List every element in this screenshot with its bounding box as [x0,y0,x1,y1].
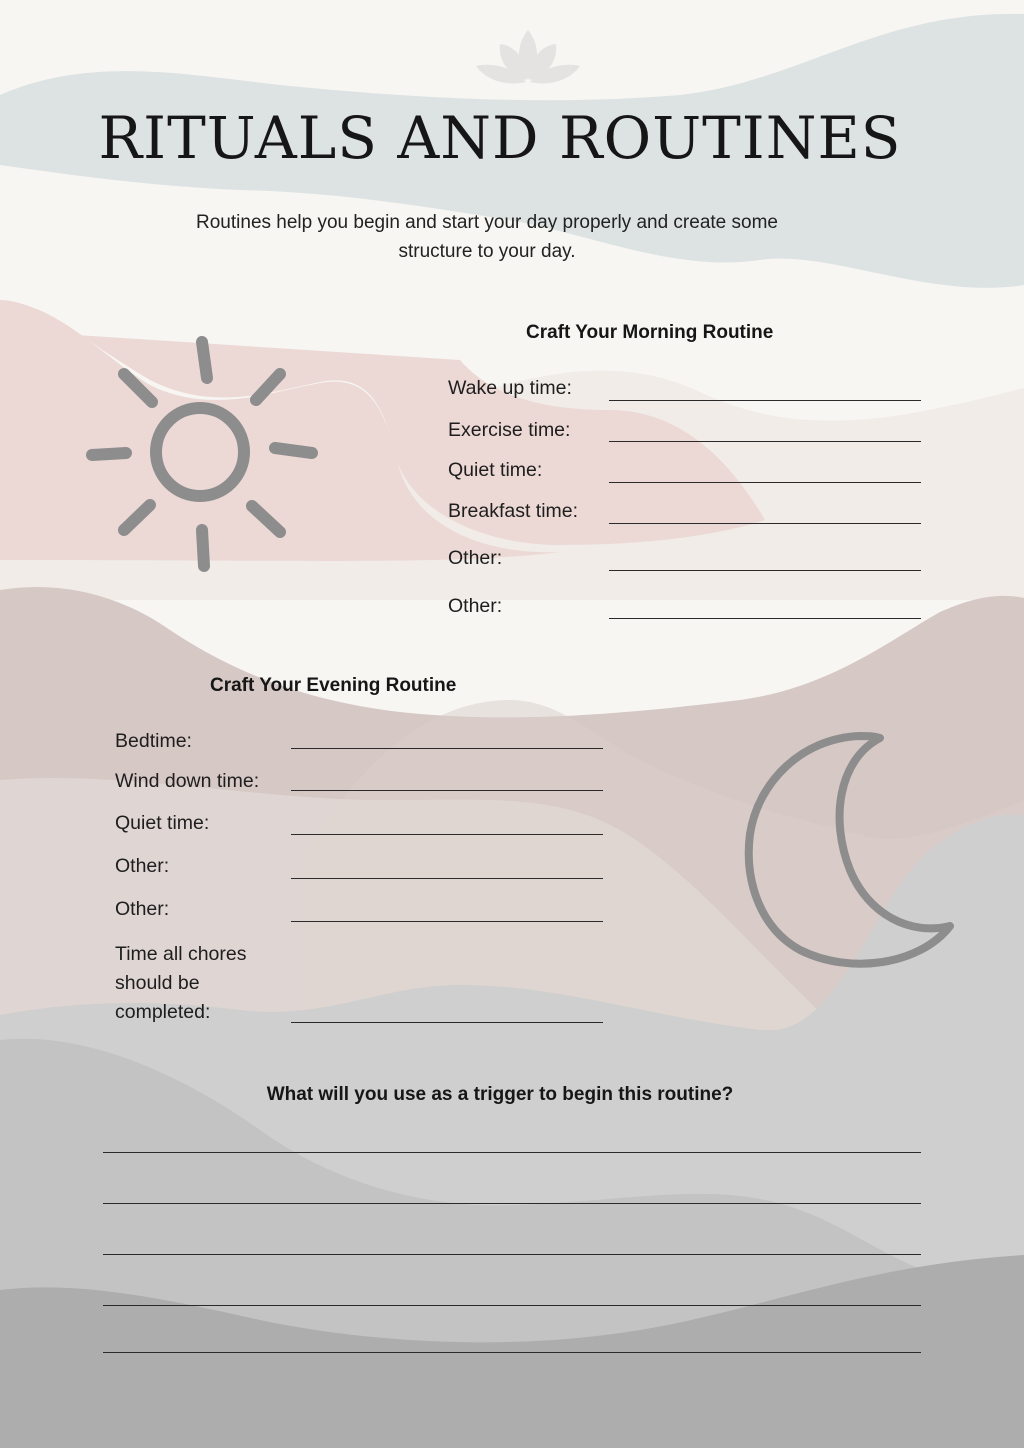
trigger-answer-line[interactable] [103,1152,921,1153]
morning-field-label: Exercise time: [448,419,571,441]
page-title: RITUALS AND ROUTINES [98,104,902,172]
trigger-answer-line[interactable] [103,1203,921,1204]
evening-field-line[interactable] [291,748,603,749]
evening-field-line[interactable] [291,921,603,922]
evening-field-label: Other: [115,898,170,920]
intro-text: Routines help you begin and start your day properly and create some structure to your day. [196,212,778,262]
morning-field-label: Breakfast time: [448,500,579,522]
evening-field-label: Quiet time: [115,812,210,834]
morning-field-label: Other: [448,547,503,569]
morning-field-line[interactable] [609,400,921,401]
morning-routine-heading: Craft Your Morning Routine [526,322,774,343]
evening-field-line[interactable] [291,790,603,791]
morning-field-line[interactable] [609,618,921,619]
evening-field-label: Other: [115,855,170,877]
moon-icon [740,730,960,975]
evening-field-line[interactable] [291,834,603,835]
morning-field-line[interactable] [609,482,921,483]
evening-field-line[interactable] [291,878,603,879]
morning-field-line[interactable] [609,523,921,524]
trigger-answer-line[interactable] [103,1305,921,1306]
trigger-question: What will you use as a trigger to begin this routine? [266,1084,734,1105]
morning-field-label: Wake up time: [448,377,572,399]
trigger-answer-line[interactable] [103,1352,921,1353]
evening-field-line[interactable] [291,1022,603,1023]
morning-field-line[interactable] [609,441,921,442]
morning-field-line[interactable] [609,570,921,571]
morning-field-label: Other: [448,595,503,617]
evening-routine-heading: Craft Your Evening Routine [210,675,457,696]
morning-field-label: Quiet time: [448,459,543,481]
evening-field-label: Wind down time: [115,770,260,792]
lotus-icon [474,26,582,86]
sun-icon [80,330,325,575]
evening-field-label: Bedtime: [115,730,192,752]
trigger-answer-line[interactable] [103,1254,921,1255]
evening-field-label: Time all chores should be completed: [115,943,247,1023]
